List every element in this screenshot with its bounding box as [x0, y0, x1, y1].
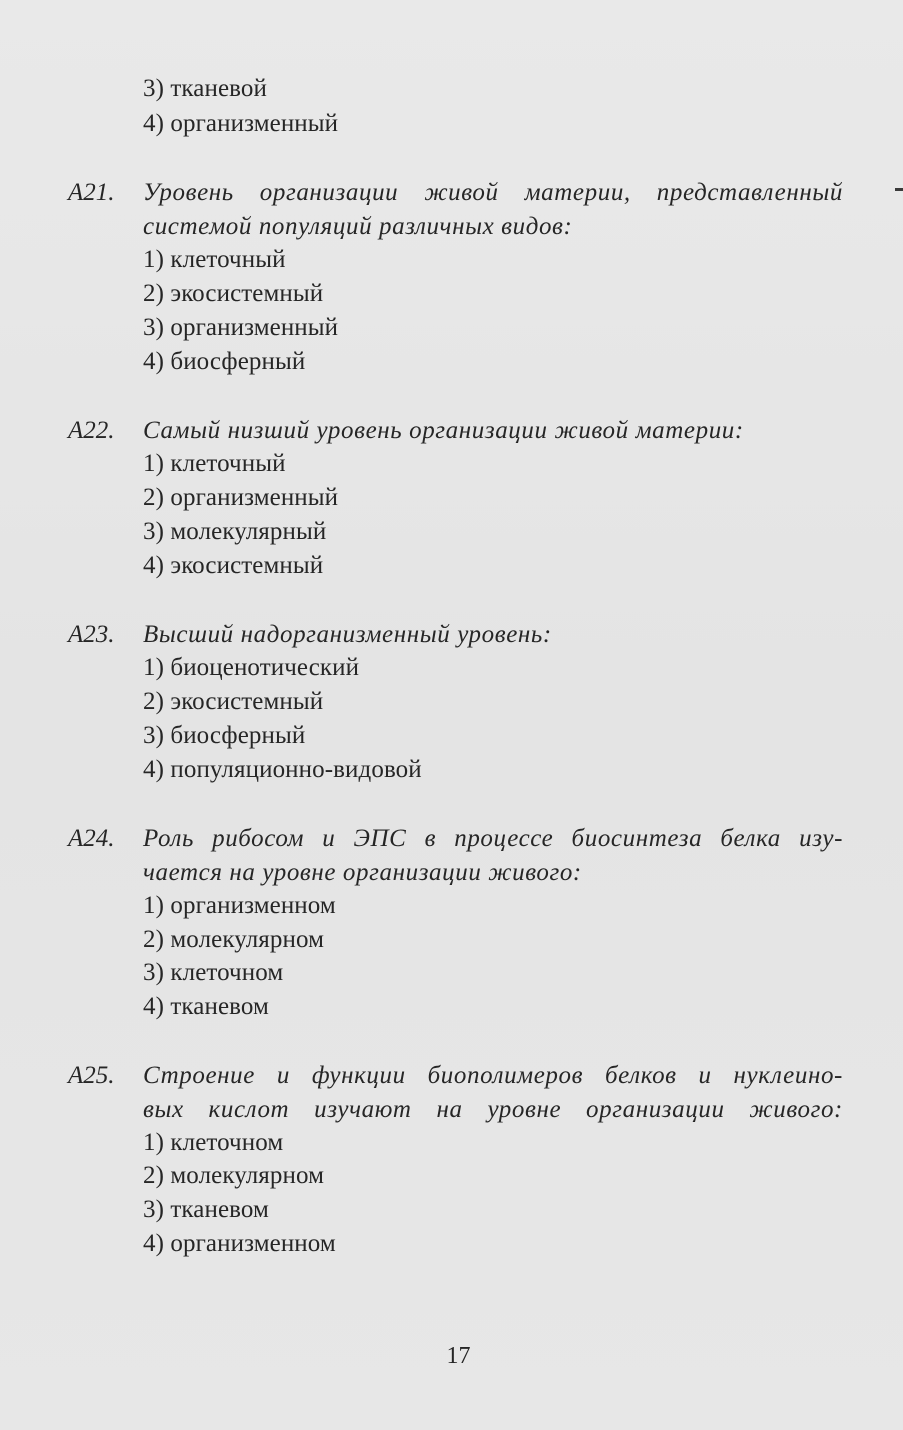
option-item: 2) организменный — [143, 484, 339, 511]
question-number: А23. — [68, 621, 115, 648]
option-item: 4) организменном — [143, 1230, 336, 1257]
question-number: А25. — [68, 1062, 115, 1089]
option-item: 3) биосферный — [143, 722, 306, 749]
question-text-line: Высший надорганизменный уровень: — [143, 621, 552, 648]
option-item: 1) организменном — [143, 892, 336, 919]
option-item: 4) тканевом — [143, 993, 269, 1020]
option-item: 2) экосистемный — [143, 688, 324, 715]
question-text-line: Уровень организации живой материи, представленный — [143, 179, 843, 206]
question-number: А22. — [68, 417, 115, 444]
option-item: 3) клеточном — [143, 959, 284, 986]
question-number: А21. — [68, 179, 115, 206]
page-number: 17 — [446, 1343, 471, 1369]
option-item: 4) биосферный — [143, 348, 306, 375]
option-item: 1) клеточный — [143, 450, 286, 477]
option-item: 1) биоценотический — [143, 654, 360, 681]
question-text-line: вых кислот изучают на уровне организации живого: — [143, 1096, 843, 1123]
question-text-line: чается на уровне организации живого: — [143, 859, 582, 886]
option-item: 4) популяционно-видовой — [143, 756, 422, 783]
option-item: 3) тканевом — [143, 1196, 269, 1223]
option-item: 4) организменный — [143, 110, 339, 137]
option-item: 3) организменный — [143, 314, 339, 341]
option-item: 1) клеточном — [143, 1129, 284, 1156]
option-item: 3) тканевой — [143, 75, 267, 102]
question-number: А24. — [68, 825, 115, 852]
question-text-line: системой популяций различных видов: — [143, 213, 573, 240]
question-text-line: Строение и функции биополимеров белков и нуклеино- — [143, 1062, 843, 1089]
option-item: 2) молекулярном — [143, 926, 325, 953]
scan-edge-mark — [895, 188, 903, 191]
option-item: 2) молекулярном — [143, 1162, 325, 1189]
option-item: 4) экосистемный — [143, 552, 324, 579]
option-item: 1) клеточный — [143, 246, 286, 273]
question-text-line: Роль рибосом и ЭПС в процессе биосинтеза белка изу- — [143, 825, 843, 852]
option-item: 3) молекулярный — [143, 518, 327, 545]
option-item: 2) экосистемный — [143, 280, 324, 307]
question-text-line: Самый низший уровень организации живой материи: — [143, 417, 744, 444]
